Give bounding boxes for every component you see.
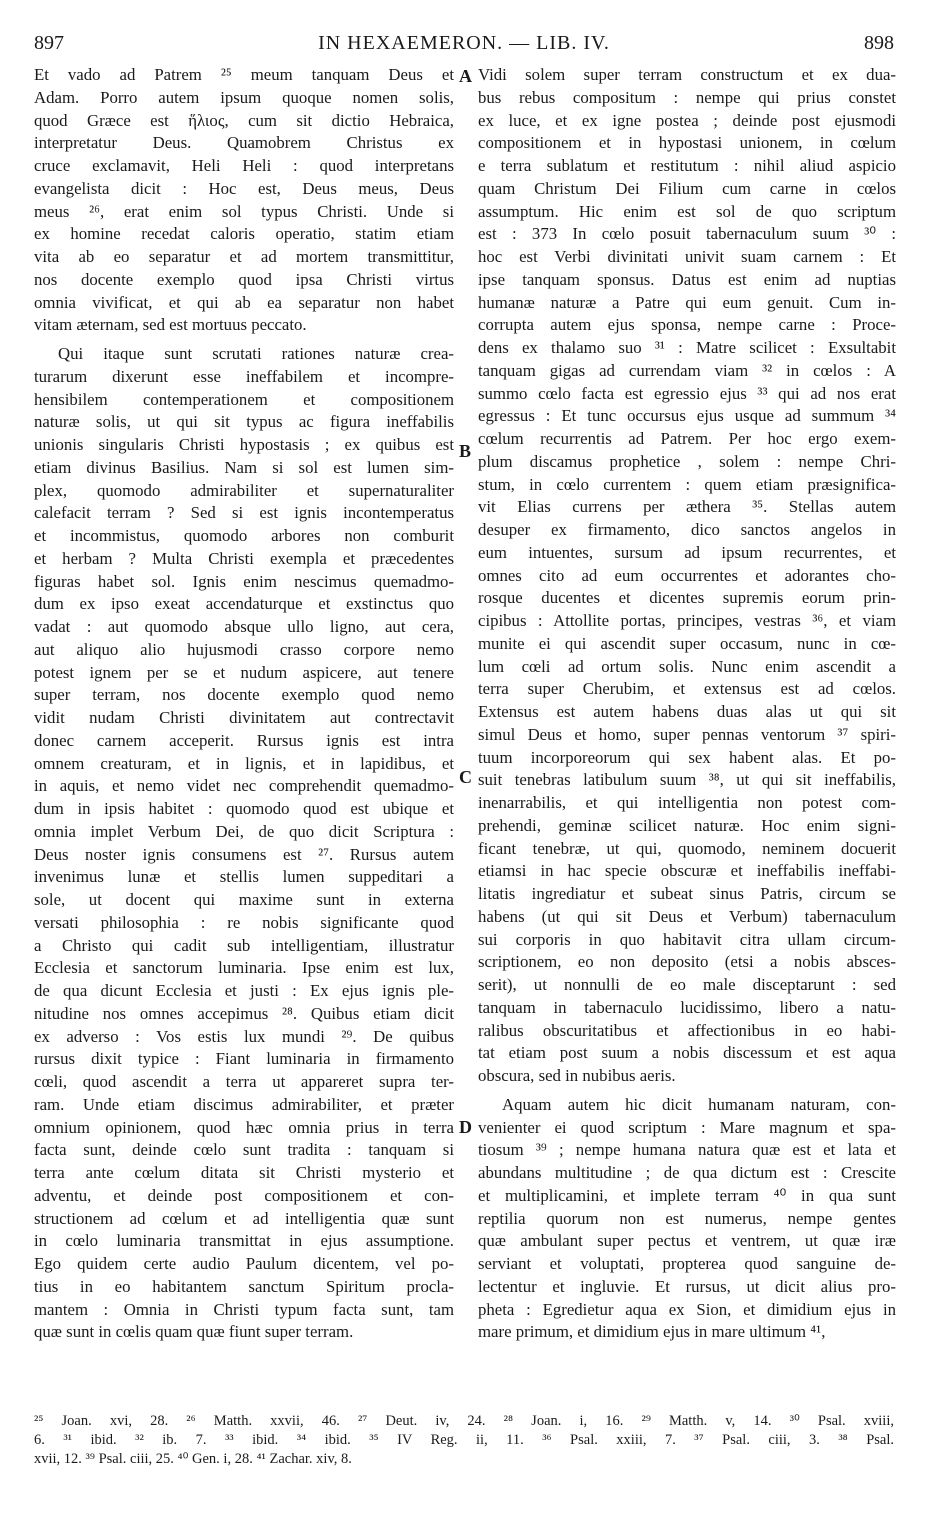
text-line: habens (ut qui sit Deus et Verbum) tabernaculum — [478, 906, 896, 926]
text-line: est : 373 In cœlo posuit tabernaculum suum ³⁰ : — [478, 224, 896, 244]
text-line: munite ei qui ascendit super occasum, nunc in cœ- — [478, 633, 896, 653]
page-number-left: 897 — [34, 32, 64, 54]
text-line: cruce exclamavit, Heli Heli : quod interpretans — [34, 156, 454, 175]
right-column — [478, 64, 896, 1344]
text-line: invenimus lunæ et stellis lumen suppeditari a — [34, 867, 454, 887]
text-line: quod Græce est ἥλιος, cum sit dictio Hebraica, — [34, 110, 454, 130]
text-line: naturæ solis, ut qui sit typus ac figura ineffabilis — [34, 412, 454, 432]
text-line: summo cœlo facta est egressio ejus ³³ qui ad nos erat — [478, 383, 896, 403]
footnote-line: ²⁵ Joan. xvi, 28. ²⁶ Matth. xxvii, 46. ²⁷ Deut. iv, 24. ²⁸ Joan. i, 16. ²⁹ Matth. v, 14. ³⁰ Psal. xviii, — [34, 1413, 894, 1429]
text-line: vita ab eo separatur et ad mortem transmittitur, — [34, 247, 454, 266]
text-line: tanquam gigas ad currendam viam ³² in cœlos : A — [478, 360, 896, 380]
text-line: quæ sunt in cœlis quam quæ fiunt super terram. — [34, 1322, 354, 1342]
text-line: venienter ei quod scriptum : Mare magnum et spa- — [478, 1117, 896, 1137]
text-line: eum intuentes, sursum ad ipsum recurrentes, et — [478, 542, 896, 562]
text-line: compositionem et in hypostasi unionem, in cœlum — [478, 133, 896, 153]
text-line: suit tenebras latibulum suum ³⁸, ut qui sit ineffabilis, — [478, 770, 896, 790]
page-header — [34, 32, 894, 62]
text-line: ex homine recedat caloris operatio, statim etiam — [34, 224, 454, 244]
text-line: rosque ducentes et dicentes supremis eorum prin- — [478, 588, 896, 608]
text-line: assumptum. Hic enim est sol de quo scriptum — [478, 201, 896, 221]
text-line: Ecclesia et sanctorum luminaria. Ipse enim est lux, — [34, 958, 454, 978]
text-line: quæ ambulant super pectus et ventrem, ut quæ iræ — [478, 1231, 896, 1251]
text-line: terra ante cœlum ditata sit Christi mysterio et — [34, 1163, 454, 1182]
text-line: pheta : Egredietur aqua ex Sion, et dimidium ejus in — [478, 1299, 896, 1319]
text-line: quam Christum Dei Filium cum carne in cœlos — [478, 178, 896, 198]
text-line: calefacit terram ? Sed si est ignis incontemperatus — [34, 503, 454, 523]
text-line: cipibus : Attollite portas, principes, vestras ³⁶, et viam — [478, 611, 896, 630]
text-line: simul Deus et homo, super pennas ventorum ³⁷ spiri- — [478, 724, 896, 744]
text-line: mantem : Omnia in Christi typum facta sunt, tam — [34, 1299, 454, 1319]
text-line: vadat : aut quomodo absque ullo ligno, aut cera, — [34, 617, 454, 636]
text-line: etiamsi in hac specie obscuræ et ineffabilis ineffabi- — [478, 861, 896, 881]
text-line: hensibilem contemperationem et compositionem — [34, 389, 454, 409]
text-line: ram. Unde etiam discimus admirabiliter, et præter — [34, 1094, 454, 1114]
text-line: super terram, nos docente exemplo quod nemo — [34, 685, 454, 705]
text-line: ficant tenebræ, ut qui, quomodo, neminem docuerit — [478, 838, 896, 858]
text-line: Adam. Porro autem ipsum quoque nomen solis, — [34, 87, 454, 107]
text-line: ex luce, et ex igne postea ; deinde post ejusmodi — [478, 110, 896, 130]
text-line: et multiplicamini, et implete terram ⁴⁰ in qua sunt — [478, 1185, 896, 1205]
text-line: versati philosophia : re nobis significante quod — [34, 912, 454, 932]
text-line: omnia implet Verbum Dei, de quo dicit Scriptura : — [34, 821, 454, 841]
footnote-line: xvii, 12. ³⁹ Psal. ciii, 25. ⁴⁰ Gen. i, 28. ⁴¹ Zachar. xiv, 8. — [34, 1451, 352, 1467]
text-line: ralibus obscuritatibus et affectionibus in eo habi- — [478, 1020, 896, 1040]
text-line: et herbam ? Multa Christi exempla et præcedentes — [34, 548, 454, 568]
text-line: vitam æternam, sed est mortuus peccato. — [34, 315, 307, 335]
text-line: corrupta autem ejus sponsa, nempe carne : Proce- — [478, 315, 896, 335]
text-line: dum ex ipso exeat accendaturque et exstinctus quo — [34, 594, 454, 614]
text-line: nos docente exemplo quod ipsa Christi virtus — [34, 269, 454, 289]
text-line: lectentur et ingluvie. Et rursus, ut dicit alius pro- — [478, 1276, 896, 1296]
text-line: scriptionem, eo non deposito (etsi a nobis absces- — [478, 952, 896, 972]
page-number-right: 898 — [864, 32, 894, 54]
text-line: in cœlo luminaria transmittat in ejus assumptione. — [34, 1231, 454, 1251]
text-line: tuum incorporeorum qui sex habent alas. Et po- — [478, 747, 896, 767]
text-line: a Christo qui cadit sub intelligentiam, illustratur — [34, 935, 454, 955]
text-line: structionem ad cœlum et ad intelligentia quæ sunt — [34, 1208, 454, 1228]
text-line: de qua dicunt Ecclesia et justi : Ex ejus ignis ple- — [34, 981, 454, 1000]
margin-marker-d: D — [459, 1117, 472, 1137]
text-line: in aquis, et nemo videt nec comprehendit quemadmo- — [34, 776, 454, 796]
text-line: Deus noster ignis consumens est ²⁷. Rursus autem — [34, 844, 454, 864]
text-line: facta sunt, deinde cœlo sunt tradita : tanquam si — [34, 1140, 454, 1160]
text-line: vidit nudam Christi divinitatem aut contrectavit — [34, 708, 454, 727]
text-line: cœlum recurrentis ad Patrem. Per hoc ergo exem- — [478, 429, 896, 448]
text-line: adventu, et deinde post compositionem et con- — [34, 1185, 454, 1205]
text-line: desuper ex firmamento, dico sanctos angelos in — [478, 520, 896, 539]
text-line: sui corporis in quo habitavit citra ullam circum- — [478, 929, 896, 949]
text-line: cœli, quod ascendit a terra ut appareret supra ter- — [34, 1072, 454, 1091]
text-line: egressus : Et tunc occursus ejus usque ad summum ³⁴ — [478, 406, 896, 426]
text-line: turarum dixerunt esse ineffabilem et incompre- — [34, 366, 454, 386]
text-line: nitudine nos omnes accepimus ²⁸. Quibus etiam dicit — [34, 1003, 454, 1023]
text-line: interpretatur Deus. Quamobrem Christus ex — [34, 133, 454, 153]
text-line: dens ex thalamo suo ³¹ : Matre scilicet : Exsultabit — [478, 338, 896, 357]
text-line: tiosum ³⁹ ; nempe humana natura quæ est et lata et — [478, 1140, 896, 1160]
text-line: humanæ naturæ a Patre qui eum genuit. Cum in- — [478, 292, 896, 312]
text-line: lum cœli ad ortum solis. Nunc enim ascendit a — [478, 656, 896, 676]
text-line: et incommistus, quomodo arbores non comburit — [34, 526, 454, 545]
text-line: Et vado ad Patrem ²⁵ meum tanquam Deus et — [34, 65, 454, 84]
text-line: rursus dixit typice : Fiant luminaria in firmamento — [34, 1049, 454, 1069]
margin-marker-b: B — [459, 441, 472, 461]
text-line: Vidi solem super terram constructum et ex dua- — [478, 65, 896, 84]
text-line: ex adverso : Vos estis lux mundi ²⁹. De quibus — [34, 1026, 454, 1046]
text-line: unionis singularis Christi hypostasis ; ex quibus est — [34, 435, 454, 454]
text-line: litatis ingrediatur et subeat sinus Patris, circum se — [478, 884, 896, 903]
margin-marker-c: C — [459, 767, 472, 787]
text-line: potest ignem per se et nudum aspicere, aut tenere — [34, 662, 454, 682]
text-line: figuras habet sol. Ignis enim nescimus quemadmo- — [34, 571, 454, 591]
text-line: sole, ut docent qui maxime sunt in externa — [34, 890, 454, 909]
text-line: dum in ipsis habitet : quomodo quod est ubique et — [34, 799, 454, 818]
text-line: prehendi, geminæ scilicet naturæ. Hoc enim signi- — [478, 815, 896, 835]
text-line: evangelista dicit : Hoc est, Deus meus, Deus — [34, 178, 454, 198]
text-line: aut aliquo alio hujusmodi crasso corpore nemo — [34, 639, 454, 659]
text-line: donec carnem acceperit. Rursus ignis est intra — [34, 730, 454, 750]
margin-marker-a: A — [459, 66, 472, 86]
text-line: omnia vivificat, et qui ab ea separatur non habet — [34, 292, 454, 312]
text-line: Extensus est autem habens duas alas ut qui sit — [478, 702, 896, 721]
text-line: stum, in cœlo currentem : quem etiam præsignifica- — [478, 474, 896, 494]
text-line: omnes cito ad eum occurrentes et adorantes cho- — [478, 565, 896, 585]
text-line: omnium opinionem, quod hæc omnia prius in terra — [34, 1117, 454, 1137]
text-line: plum discamus prophetice , solem : nempe Chri- — [478, 451, 896, 471]
running-title: IN HEXAEMERON. — LIB. IV. — [318, 32, 610, 54]
text-line: e terra sublatum et restitutum : nihil aliud aspicio — [478, 156, 896, 175]
text-line: serviant et voluptati, propterea quod sanguine de- — [478, 1254, 896, 1273]
text-line: terra super Cherubim, et extensus est ad cœlos. — [478, 679, 896, 699]
text-line: Qui itaque sunt scrutati rationes naturæ crea- — [58, 344, 454, 363]
text-line: Aquam autem hic dicit humanam naturam, con- — [502, 1094, 896, 1114]
text-line: ipse tanquam sponsus. Datus est enim ad nuptias — [478, 269, 896, 289]
text-line: hoc est Verbi divinitati univit suam carnem : Et — [478, 247, 896, 266]
text-line: abundans multitudine ; de qua dictum est : Crescite — [478, 1163, 896, 1182]
text-line: tanquam in tabernaculo lucidissimo, libero a natu- — [478, 997, 896, 1017]
text-line: omnem creaturam, et in lignis, et in lapidibus, et — [34, 753, 454, 773]
footnotes — [34, 1412, 894, 1469]
text-line: Ego quidem certe audio Paulum dicentem, vel po- — [34, 1254, 454, 1273]
text-line: etiam divinus Basilius. Nam si sol est lumen sim- — [34, 457, 454, 477]
text-line: serit), ut nonnulli de eo male disceptarunt : sed — [478, 975, 896, 994]
text-line: vit Elias currens per æthera ³⁵. Stellas autem — [478, 497, 896, 517]
text-line: meus ²⁶, erat enim sol typus Christi. Unde si — [34, 201, 454, 221]
text-line: tius in eo habitantem sanctum Spiritum procla- — [34, 1276, 454, 1296]
text-line: inenarrabilis, et qui intelligentia non potest com- — [478, 793, 896, 812]
left-column — [34, 64, 454, 1344]
text-line: obscura, sed in nubibus aeris. — [478, 1066, 676, 1085]
text-line: reptilia quorum non est numerus, nempe gentes — [478, 1208, 896, 1228]
text-line: bus rebus compositum : nempe qui prius constet — [478, 87, 896, 107]
text-line: mare primum, et dimidium ejus in mare ultimum ⁴¹, — [478, 1322, 826, 1342]
text-line: plex, quomodo admirabiliter et supernaturaliter — [34, 480, 454, 500]
text-line: tat etiam post suum a nobis discessum et est aqua — [478, 1043, 896, 1063]
footnote-line: 6. ³¹ ibid. ³² ib. 7. ³³ ibid. ³⁴ ibid. ³⁵ IV Reg. ii, 11. ³⁶ Psal. xxiii, 7. ³⁷ Psal. ciii, 3. ³⁸ Psal. — [34, 1432, 894, 1448]
